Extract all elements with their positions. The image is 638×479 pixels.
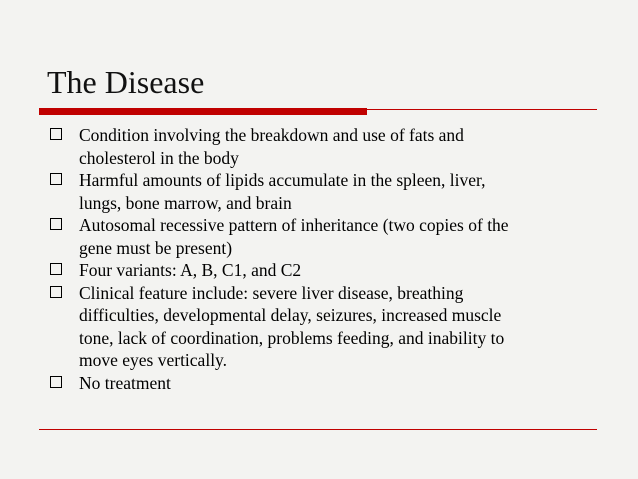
bullet-item: [47, 372, 592, 395]
slide-title: The Disease: [47, 64, 205, 100]
bullet-item: [47, 259, 592, 282]
bullet-item: [47, 282, 592, 372]
bullet-line: move eyes vertically.: [79, 350, 228, 370]
bullet-list: [47, 124, 592, 394]
hollow-square-icon: [50, 263, 62, 275]
hollow-square-icon: [50, 173, 62, 185]
bullet-line: Clinical feature include: severe liver disease, breathing: [79, 282, 464, 303]
hollow-square-icon: [50, 128, 62, 140]
bullet-line: lungs, bone marrow, and brain: [79, 192, 292, 213]
bullet-item: [47, 169, 592, 214]
hollow-square-icon: [50, 218, 62, 230]
bullet-item: [47, 214, 592, 259]
bullet-line: Condition involving the breakdown and use of fats and: [79, 125, 464, 145]
hollow-square-icon: [50, 376, 62, 388]
hollow-square-icon: [50, 286, 62, 298]
bullet-line: Four variants: A, B, C1, and C2: [79, 260, 302, 280]
bullet-line: No treatment: [79, 372, 171, 393]
bullet-line: difficulties, developmental delay, seizures, increased muscle: [79, 305, 502, 325]
bullet-line: tone, lack of coordination, problems feeding, and inability to: [79, 327, 505, 348]
title-underline-thick: [39, 108, 367, 115]
bullet-line: gene must be present): [79, 237, 233, 258]
bullet-line: cholesterol in the body: [79, 147, 239, 168]
bullet-item: [47, 124, 592, 169]
footer-rule: [39, 429, 597, 430]
bullet-line: Autosomal recessive pattern of inheritance (two copies of the: [79, 215, 509, 235]
title-underline-thin: [367, 109, 597, 110]
bullet-line: Harmful amounts of lipids accumulate in the spleen, liver,: [79, 170, 486, 190]
